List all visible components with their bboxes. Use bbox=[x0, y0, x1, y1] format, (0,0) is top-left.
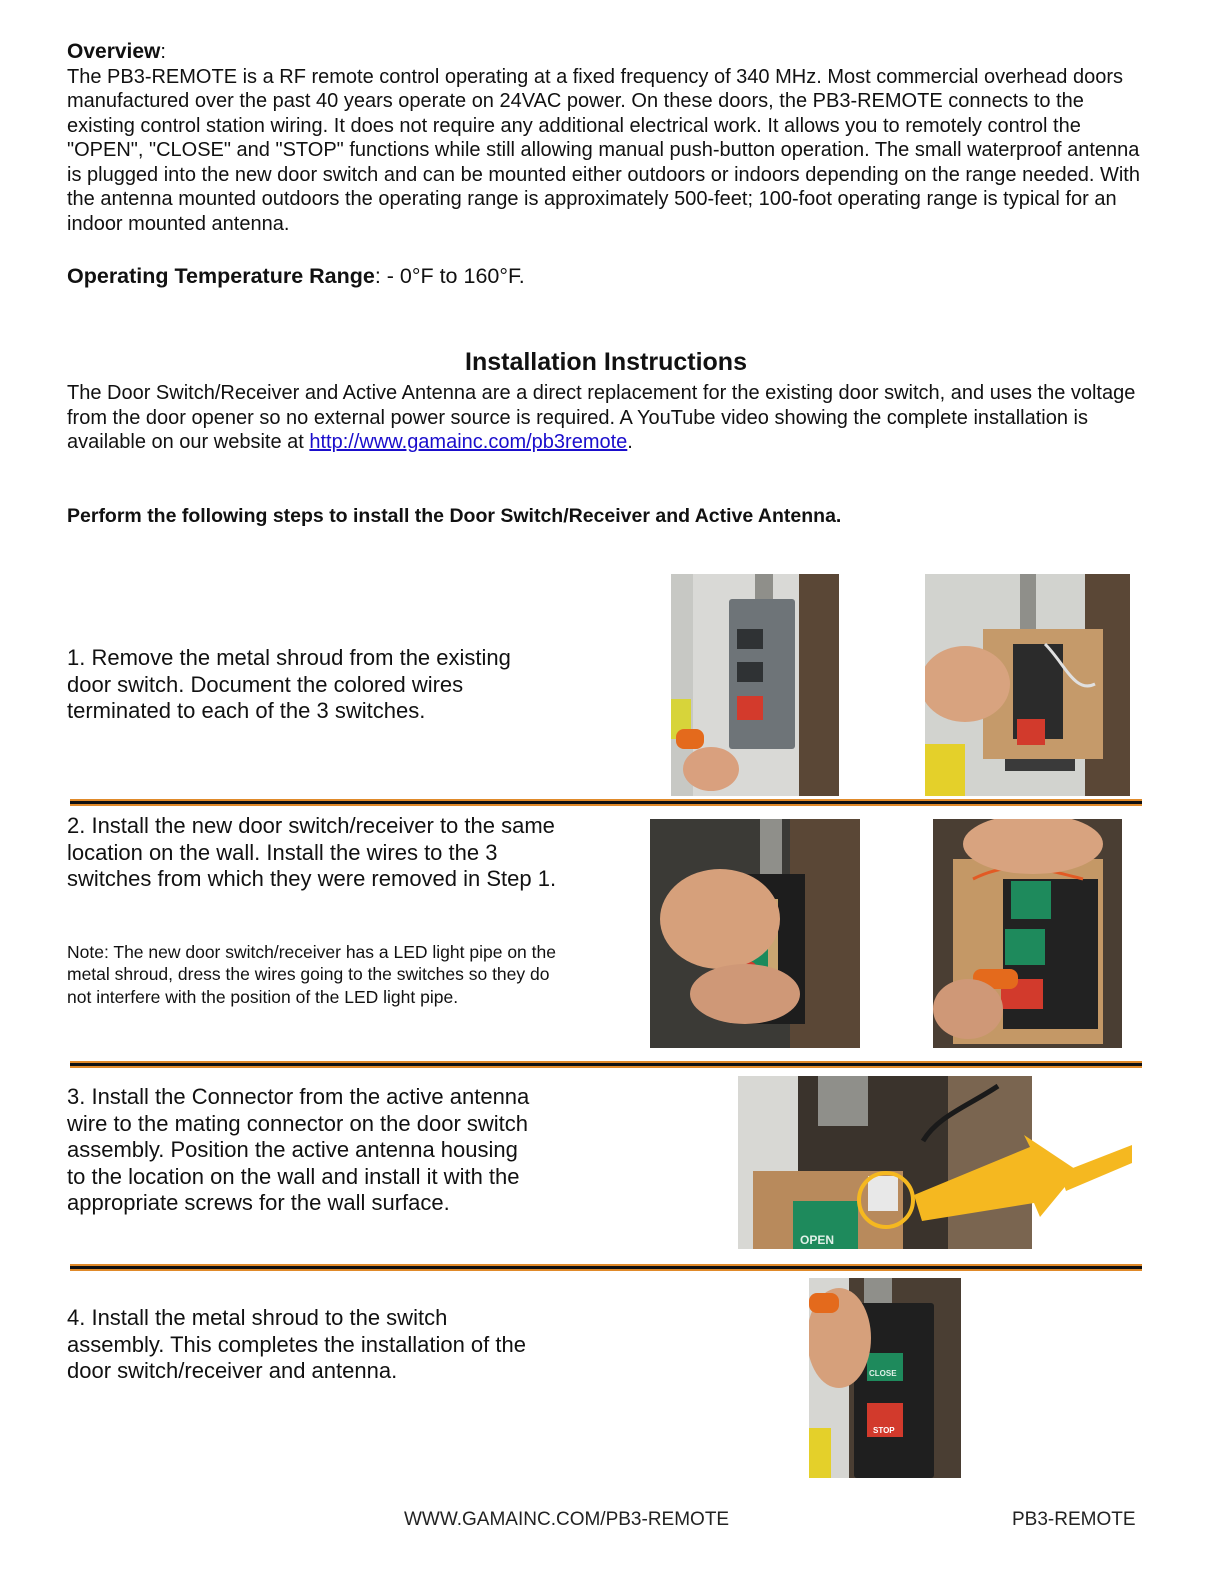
website-link[interactable]: http://www.gamainc.com/pb3remote bbox=[309, 431, 628, 453]
overview-heading-colon: : bbox=[160, 41, 166, 63]
footer-url: WWW.GAMAINC.COM/PB3-REMOTE bbox=[404, 1509, 730, 1530]
photo-close-label: CLOSE bbox=[869, 1369, 897, 1378]
overview-heading: Overview bbox=[67, 40, 161, 63]
step-2-note: Note: The new door switch/receiver has a LED light pipe on the metal shroud, dress the wires going to the switches so they do not interfere with the position of the LED light pipe. bbox=[67, 942, 556, 1007]
step-2-text: 2. Install the new door switch/receiver to the same location on the wall. Install the wires to the 3 switches from which they were removed in Step 1. bbox=[67, 813, 557, 891]
pointer-arrow-icon bbox=[900, 1135, 1132, 1230]
step-3-text: 3. Install the Connector from the active antenna wire to the mating connector on the door switch assembly. Position the active antenna housing to the location on the wall and install it with the appropriate screws for the wall surface. bbox=[67, 1084, 530, 1215]
installation-text: The Door Switch/Receiver and Active Antenna are a direct replacement for the existing door switch, and uses the voltage from the door opener so no external power source is required. A YouTube video showing the complete installation is available on our website at bbox=[67, 382, 1136, 453]
steps-lead: Perform the following steps to install the Door Switch/Receiver and Active Antenna. bbox=[67, 505, 842, 527]
step-4-photo-shroud-installed bbox=[809, 1278, 961, 1478]
installation-title: Installation Instructions bbox=[465, 348, 747, 376]
temperature-range bbox=[67, 264, 525, 289]
photo-open-label: OPEN bbox=[800, 1233, 835, 1247]
step-1-photo-switch-wiring bbox=[925, 574, 1130, 796]
temperature-value: : - 0°F to 160°F. bbox=[374, 264, 525, 288]
overview-section bbox=[67, 40, 1157, 236]
step-2-photo-install-switch bbox=[650, 819, 860, 1048]
step-divider-1 bbox=[70, 799, 1142, 806]
step-1-photo-old-switch bbox=[671, 574, 839, 796]
footer-model: PB3-REMOTE bbox=[1012, 1509, 1136, 1530]
step-2-photo-wiring-receiver bbox=[933, 819, 1122, 1048]
step-1-text: 1. Remove the metal shroud from the existing door switch. Document the colored wires terminated to each of the 3 switches. bbox=[67, 645, 511, 723]
overview-body: The PB3-REMOTE is a RF remote control operating at a fixed frequency of 340 MHz. Most commercial overhead doors manufactured over the past 40 years operate on 24VAC power. On these doors, the PB3-REMOTE connects to the existing control station wiring. It does not require any additional electrical work. It allows you to remotely control the "OPEN", "CLOSE" and "STOP" functions while still allowing manual push-button operation. The small waterproof antenna is plugged into the new door switch and can be mounted either outdoors or indoors depending on the range needed. With the antenna mounted outdoors the operating range is approximately 500-feet; 100-foot operating range is typical for an indoor mounted antenna. bbox=[67, 65, 1140, 235]
installation-period: . bbox=[627, 431, 633, 453]
step-divider-2 bbox=[70, 1061, 1142, 1068]
temperature-label: Operating Temperature Range bbox=[67, 264, 375, 288]
step-divider-3 bbox=[70, 1264, 1142, 1271]
step-4-text: 4. Install the metal shroud to the switch assembly. This completes the installation of the door switch/receiver and antenna. bbox=[67, 1305, 526, 1383]
installation-body bbox=[67, 381, 1157, 455]
photo-stop-label: STOP bbox=[873, 1426, 895, 1435]
